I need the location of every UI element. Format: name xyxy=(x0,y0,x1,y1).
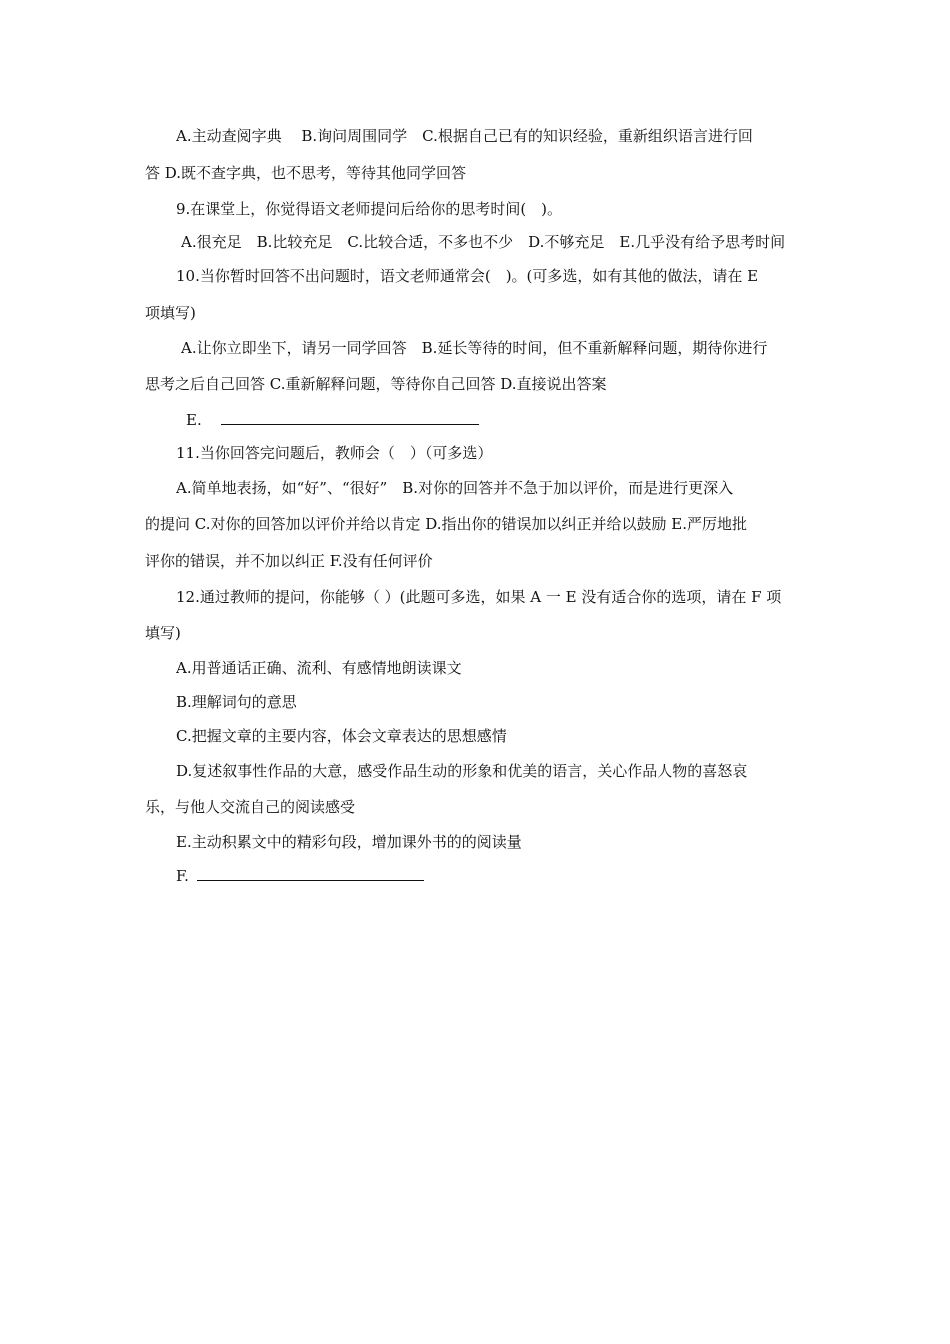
option-e-label: E. xyxy=(186,411,202,429)
option-e-blank xyxy=(221,410,479,425)
q12-option-c: C.把握文章的主要内容，体会文章表达的思想感情 xyxy=(176,727,507,745)
q10-option-e xyxy=(186,410,810,430)
option-f-label: F. xyxy=(176,867,189,885)
q10-options-line2: 思考之后自己回答 C.重新解释问题，等待你自己回答 D.直接说出答案 xyxy=(145,375,607,393)
q11-options-line1: A.简单地表扬，如“好”、“很好” B.对你的回答并不急于加以评价，而是进行更深入 xyxy=(176,479,734,497)
q10-question-line1: 10.当你暂时回答不出问题时，语文老师通常会( )。(可多选，如有其他的做法，请在 E xyxy=(176,267,759,285)
q8-options-line1: A.主动查阅字典 B.询问周围同学 C.根据自己已有的知识经验，重新组织语言进行回 xyxy=(176,127,753,145)
q12-option-a: A.用普通话正确、流利、有感情地朗读课文 xyxy=(176,659,462,677)
q10-question-line2: 项填写) xyxy=(145,304,196,322)
q8-options-line2: 答 D.既不查字典，也不思考，等待其他同学回答 xyxy=(145,164,467,182)
q12-option-e: E.主动积累文中的精彩句段，增加课外书的的阅读量 xyxy=(176,833,522,851)
q9-options: A.很充足 B.比较充足 C.比较合适，不多也不少 D.不够充足 E.几乎没有给予思考时间 xyxy=(181,233,786,251)
q12-option-f xyxy=(176,866,810,886)
q11-options-line3: 评你的错误，并不加以纠正 F.没有任何评价 xyxy=(145,552,433,570)
option-f-blank xyxy=(197,866,424,881)
q10-options-line1: A.让你立即坐下，请另一同学回答 B.延长等待的时间，但不重新解释问题，期待你进行 xyxy=(181,339,768,357)
q12-option-d-line2: 乐，与他人交流自己的阅读感受 xyxy=(145,798,356,816)
q11-options-line2: 的提问 C.对你的回答加以评价并给以肯定 D.指出你的错误加以纠正并给以鼓励 E.严厉地批 xyxy=(145,515,747,533)
q12-option-d-line1: D.复述叙事性作品的大意，感受作品生动的形象和优美的语言，关心作品人物的喜怒哀 xyxy=(176,762,748,780)
q12-question-line2: 填写) xyxy=(145,624,181,642)
q11-question: 11.当你回答完问题后，教师会（ ）（可多选） xyxy=(176,444,493,462)
q9-question: 9.在课堂上，你觉得语文老师提问后给你的思考时间( )。 xyxy=(176,200,563,218)
q12-option-b: B.理解词句的意思 xyxy=(176,693,297,711)
q12-question-line1: 12.通过教师的提问，你能够（ ）(此题可多选，如果 A 一 E 没有适合你的选项，请在 F 项 xyxy=(176,588,782,606)
